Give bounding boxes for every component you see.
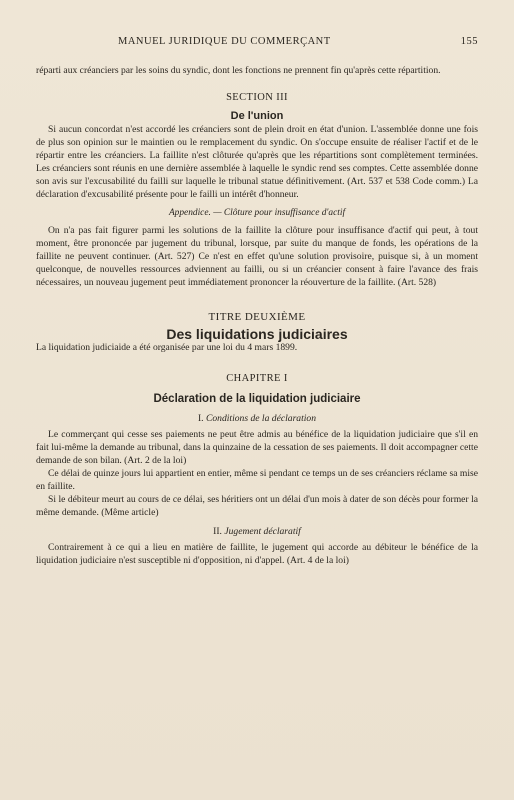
subsection-2-title: Jugement déclaratif [224,526,301,537]
page-body [36,64,478,567]
subsection-2-heading [36,525,478,538]
intro-paragraph: réparti aux créanciers par les soins du syndic, dont les fonctions ne prennent fin qu'après cette répartition. [36,65,441,76]
chapitre-heading: Déclaration de la liquidation judiciaire [153,393,361,405]
subsection-2-paragraph-1: Contrairement à ce qui a lieu en matière de faillite, le jugement qui accorde au débiteur le bénéfice de la liquidation judiciaire n'est susceptible ni d'opposition, ni d'appel. (Art. 4 de la loi) [36,542,478,566]
subsection-1-paragraph-2: Ce délai de quinze jours lui appartient en entier, même si pendant ce temps un de ses créanciers réclame sa mise en faillite. [36,468,478,492]
chapitre-label: CHAPITRE I [226,373,288,384]
titre-heading: Des liquidations judiciaires [166,326,348,342]
titre-label: TITRE DEUXIÈME [208,311,306,323]
section-heading: De l'union [230,110,284,122]
union-paragraph: Si aucun concordat n'est accordé les créanciers sont de plein droit en état d'union. L'assemblée donne une fois de plus son opinion sur le maintien ou le remplacement du syndic. On s'occupe ensuite de réaliser l'actif et de le répartir entre les créanciers. La faillite n'est clôturée qu'après que les répartitions sont complètement terminées. Les créanciers sont réunis en une dernière assemblée à laquelle le syndic rend ses comptes. Cette assemblée donne son avis sur l'excusabilité du failli sur laquelle le tribunal statue définitivement. (Art. 537 et 538 Code comm.) La déclaration d'excusabilité présente pour le failli un intérêt d'honneur. [36,124,478,200]
subsection-1-title: Conditions de la déclaration [205,413,317,424]
appendix-paragraph: On n'a pas fait figurer parmi les solutions de la faillite la clôture pour insuffisance d'actif qui peut, à tout moment, être prononcée par jugement du tribunal, lorsque, par suite du manque de fonds, les opérations de la faillite ne peuvent continuer. (Art. 527) Ce n'est en effet qu'une solution provisoire, puisque si, à un moment quelconque, de nouvelles ressources adviennent au failli, ou si un créancier consent à faire l'avance des frais nécessaires, un nouveau jugement peut immédiatement prononcer la réouverture de la faillite. (Art. 528) [36,225,478,288]
subsection-1-number: I. [197,413,204,424]
titre-intro: La liquidation judiciaide a été organisée par une loi du 4 mars 1899. [36,342,298,353]
subsection-1-heading [36,412,478,425]
subsection-1-paragraph-3: Si le débiteur meurt au cours de ce délai, ses héritiers ont un délai d'un mois à dater de son décès pour former la même demande. (Même article) [36,494,478,518]
appendix-heading: Appendice. — Clôture pour insuffisance d'actif [168,208,346,218]
running-title: MANUEL JURIDIQUE DU COMMERÇANT [118,36,331,47]
subsection-2-number: II. [213,526,222,537]
section-label: SECTION III [226,92,288,103]
page-number: 155 [460,36,478,47]
subsection-1-paragraph-1: Le commerçant qui cesse ses paiements ne peut être admis au bénéfice de la liquidation judiciaire que s'il en fait lui-même la demande au tribunal, dans la quinzaine de la cessation de ses paiements. Il doit accompagner cette demande de son bilan. (Art. 2 de la loi) [36,429,478,466]
